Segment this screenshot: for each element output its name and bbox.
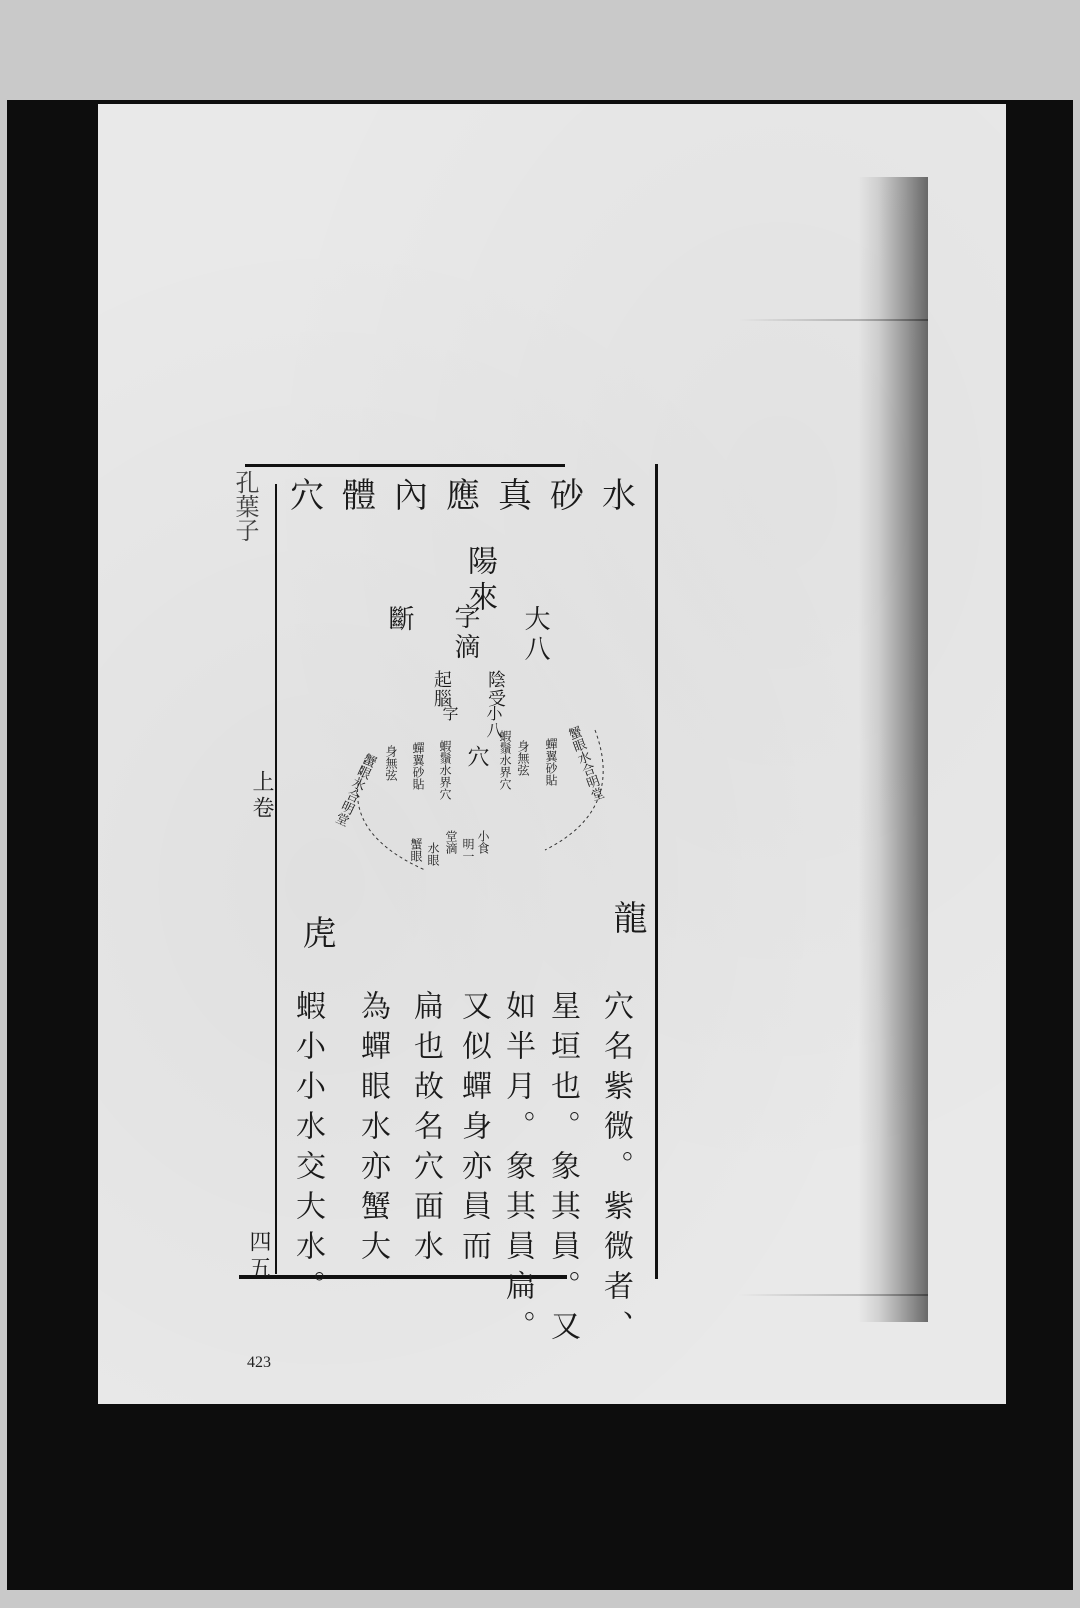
page-title: 穴體內應真砂水 xyxy=(290,476,654,516)
diagram-label-cut: 斷 xyxy=(384,605,414,635)
body-column-4: 又似蟬身亦員而 xyxy=(456,990,491,1270)
diagram-bottom-4: 水眼 xyxy=(426,842,440,866)
diagram-arc-left-label: 蟹眼水合明堂 xyxy=(331,750,378,828)
diagram-left-body: 身無弦 xyxy=(384,745,398,781)
diagram-bottom-1: 小食 xyxy=(476,830,490,854)
diagram-label-yin: 陰受 xyxy=(485,670,506,708)
diagram-bottom-5: 蟹眼 xyxy=(409,838,423,862)
top-rule xyxy=(245,464,565,467)
body-column-7: 蝦小小水交大水。 xyxy=(290,990,325,1310)
margin-leaf-number: 四五 xyxy=(246,1230,271,1282)
body-column-1: 穴名紫微。紫微者、 xyxy=(598,990,633,1350)
diagram-top-char: 陽來 xyxy=(462,545,497,617)
diagram-right-shrimp: 蝦鬚水界穴 xyxy=(498,730,512,790)
diagram-label-big-eight: 大八 xyxy=(520,605,550,665)
page-number: 423 xyxy=(247,1354,271,1371)
body-column-2: 星垣也。象其員。又 xyxy=(545,990,580,1350)
printed-block xyxy=(145,360,654,1350)
diagram-right-body: 身無弦 xyxy=(516,740,530,776)
diagram-center-acupoint: 穴 xyxy=(464,745,489,771)
right-rule xyxy=(655,464,658,1279)
diagram-label-small-eight: 小八 xyxy=(484,705,503,739)
margin-volume: 上卷 xyxy=(249,770,274,822)
inner-left-rule xyxy=(275,484,277,1274)
label-tiger: 虎 xyxy=(296,915,336,955)
diagram-left-shrimp: 蝦鬚水界穴 xyxy=(438,740,452,800)
diagram-bottom-3: 堂滴 xyxy=(444,830,458,854)
diagram-bottom-2: 明一 xyxy=(461,838,475,862)
label-dragon: 龍 xyxy=(607,900,647,940)
diagram-label-brain: 起腦 xyxy=(431,670,452,708)
diagram-arcs xyxy=(325,680,625,900)
diagram-arc-right-label: 蟹眼水合明堂 xyxy=(564,724,605,804)
body-column-3: 如半月。象其員扁。 xyxy=(500,990,535,1350)
diagram-label-small-char: 字 xyxy=(440,705,459,722)
shadow-line xyxy=(738,1294,928,1296)
diagram-left-wing: 蟬翼砂貼 xyxy=(411,742,425,790)
diagram-right-wing: 蟬翼砂貼 xyxy=(544,738,558,786)
body-column-5: 扁也故名穴面水 xyxy=(408,990,443,1270)
diagram-label-char: 字滴 xyxy=(450,603,480,663)
body-column-6: 為蟬眼水亦蟹大 xyxy=(355,990,390,1270)
book-fold-shadow xyxy=(858,177,928,1322)
shadow-line xyxy=(738,319,928,321)
adjacent-page-fragment: 孔葉子 xyxy=(231,470,259,542)
